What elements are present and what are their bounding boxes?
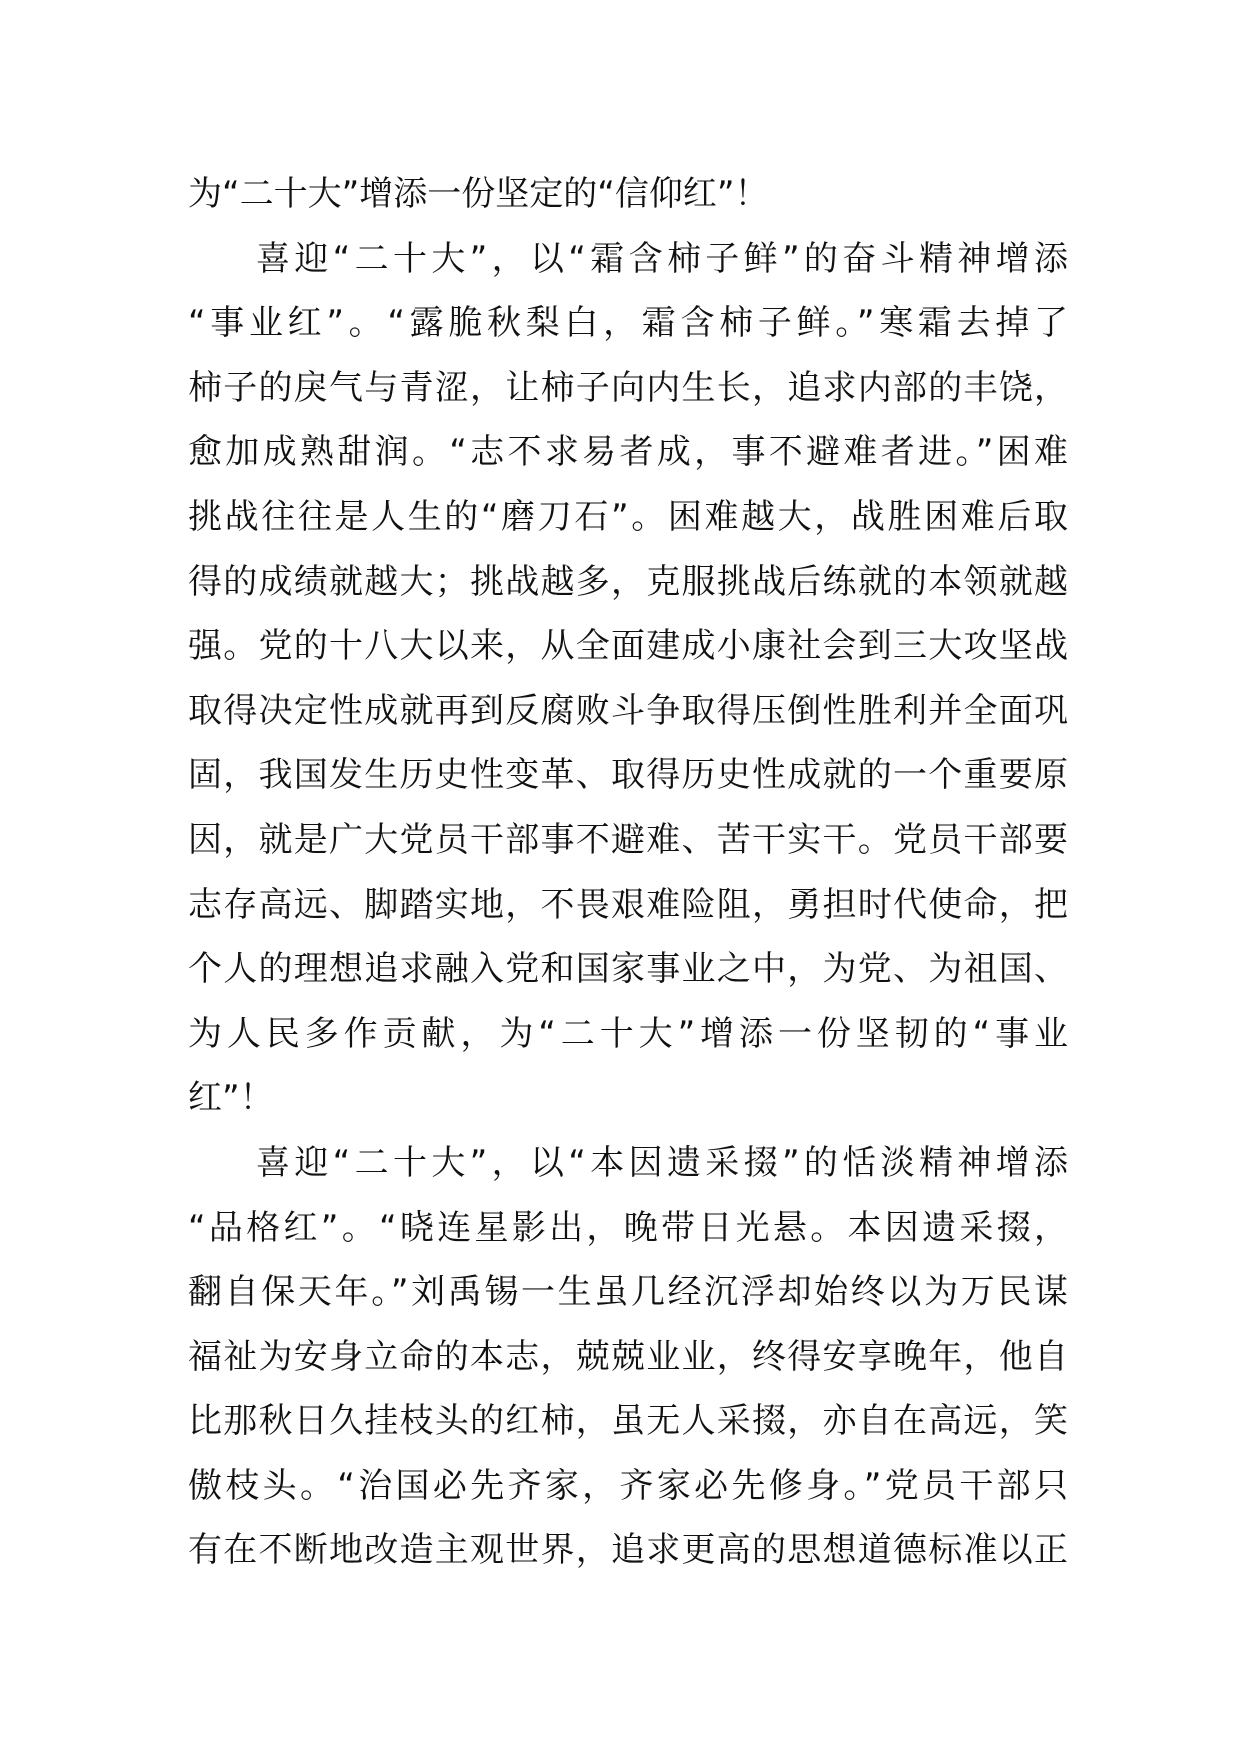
- paragraph-2-line-14: 红”！: [188, 1078, 274, 1119]
- paragraph-1-line-1: 为“二十大”增添一份坚定的“信仰红”！: [188, 174, 769, 214]
- paragraph-2-line-9: 固，我国发生历史性变革、取得历史性成就的一个重要原: [188, 755, 1068, 796]
- paragraph-2-line-13: 为人民多作贡献，为“二十大”增添一份坚韧的“事业: [188, 1013, 1068, 1054]
- paragraph-3-line-2: “品格红”。“晓连星影出，晚带日光悬。本因遗采掇，: [188, 1207, 1068, 1248]
- paragraph-3-line-4: 福祉为安身立命的本志，兢兢业业，终得安享晚年，他自: [188, 1336, 1068, 1377]
- paragraph-2-line-10: 因，就是广大党员干部事不避难、苦干实干。党员干部要: [188, 819, 1068, 860]
- paragraph-2-line-11: 志存高远、脚踏实地，不畏艰难险阻，勇担时代使命，把: [188, 884, 1068, 925]
- paragraph-2-line-7: 强。党的十八大以来，从全面建成小康社会到三大攻坚战: [188, 626, 1068, 667]
- paragraph-3-line-3: 翻自保天年。”刘禹锡一生虽几经沉浮却始终以为万民谋: [188, 1272, 1068, 1313]
- paragraph-2-line-5: 挑战往往是人生的“磨刀石”。困难越大，战胜困难后取: [188, 496, 1068, 537]
- paragraph-3-line-7: 有在不断地改造主观世界，追求更高的思想道德标准以正: [188, 1530, 1068, 1571]
- paragraph-2-line-8: 取得决定性成就再到反腐败斗争取得压倒性胜利并全面巩: [188, 690, 1068, 731]
- paragraph-2-line-1: 喜迎“二十大”，以“霜含柿子鲜”的奋斗精神增添: [256, 238, 1068, 279]
- paragraph-3-line-6: 傲枝头。“治国必先齐家，齐家必先修身。”党员干部只: [188, 1465, 1068, 1506]
- paragraph-2-line-12: 个人的理想追求融入党和国家事业之中，为党、为祖国、: [188, 949, 1068, 990]
- paragraph-3-line-1: 喜迎“二十大”，以“本因遗采掇”的恬淡精神增添: [256, 1142, 1068, 1183]
- paragraph-3-line-5: 比那秋日久挂枝头的红柿，虽无人采掇，亦自在高远，笑: [188, 1401, 1068, 1442]
- paragraph-2-line-4: 愈加成熟甜润。“志不求易者成，事不避难者进。”困难: [188, 432, 1068, 473]
- paragraph-2-line-3: 柿子的戾气与青涩，让柿子向内生长，追求内部的丰饶，: [188, 367, 1068, 408]
- paragraph-2-line-6: 得的成绩就越大；挑战越多，克服挑战后练就的本领就越: [188, 561, 1068, 602]
- document-body: [188, 162, 1068, 1583]
- paragraph-2-line-2: “事业红”。“露脆秋梨白，霜含柿子鲜。”寒霜去掉了: [188, 303, 1068, 344]
